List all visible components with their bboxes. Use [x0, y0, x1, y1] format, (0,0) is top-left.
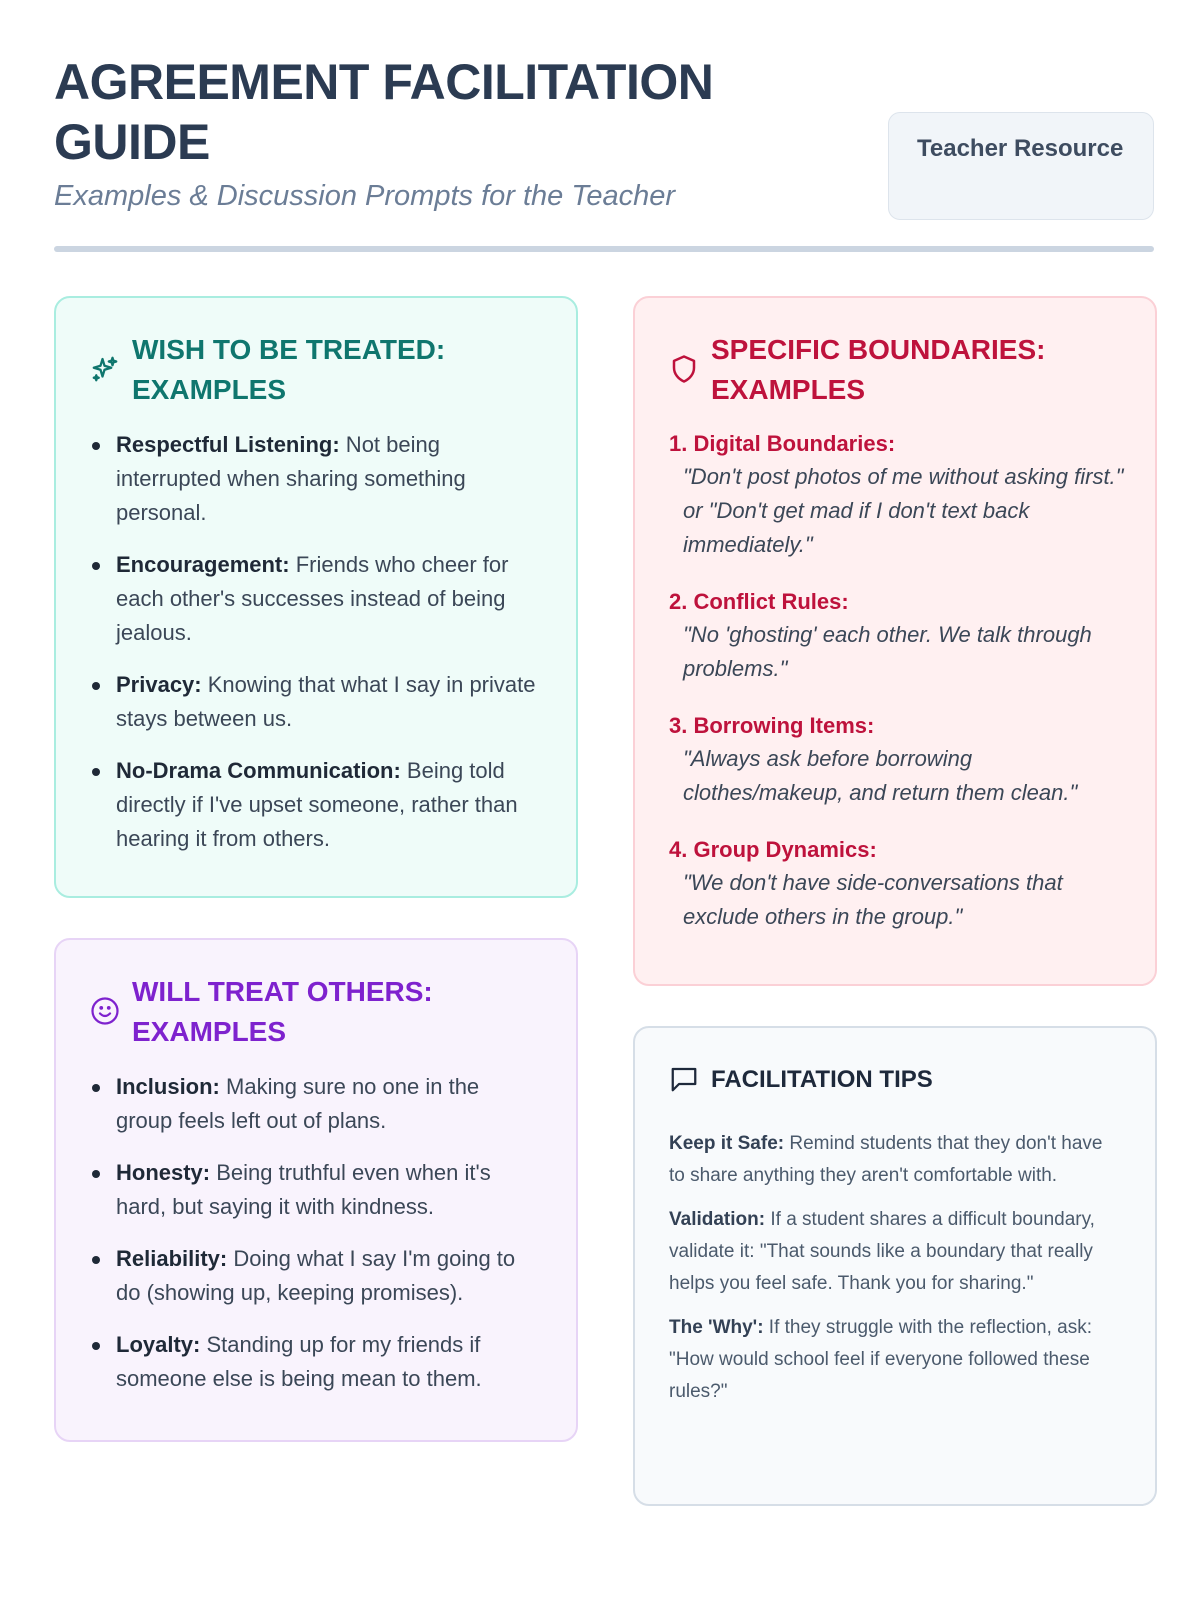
chat-bubble-icon: [669, 1064, 699, 1094]
boundary-item: [669, 428, 1129, 562]
tip-text: Remind students that they don't have to share anything they aren't comfortable with.: [669, 1133, 1103, 1186]
list-item: [90, 428, 540, 530]
list-item-term: Reliability:: [116, 1246, 228, 1271]
boundary-item: [669, 834, 1129, 934]
list-item: [90, 1070, 540, 1138]
will-card: [54, 938, 578, 1442]
list-item-text: Doing what I say I'm going to do (showing up, keeping promises).: [116, 1246, 516, 1305]
list-item: [90, 1328, 540, 1396]
list-item-term: Privacy:: [116, 672, 202, 697]
boundary-item: [669, 710, 1129, 810]
list-item: [90, 1156, 540, 1224]
wish-list: [90, 428, 540, 874]
resource-badge: Teacher Resource: [888, 112, 1154, 220]
tip-item: [669, 1312, 1123, 1408]
list-item-term: Inclusion:: [116, 1074, 220, 1099]
boundary-title: 4. Group Dynamics:: [669, 837, 877, 862]
sparkles-icon: [90, 354, 120, 384]
boundary-quote: "Don't post photos of me without asking first." or "Don't get mad if I don't text back immediately.": [683, 464, 1124, 557]
boundary-quote: "We don't have side-conversations that exclude others in the group.": [683, 870, 1063, 929]
list-item-text: Not being interrupted when sharing something personal.: [116, 432, 466, 525]
smiley-icon: [90, 996, 120, 1026]
list-item-text: Friends who cheer for each other's successes instead of being jealous.: [116, 552, 509, 645]
list-item-term: Honesty:: [116, 1160, 211, 1185]
tip-term: The 'Why':: [669, 1317, 764, 1338]
boundary-title: 2. Conflict Rules:: [669, 589, 849, 614]
list-item-text: Knowing that what I say in private stays between us.: [116, 672, 536, 731]
wish-card: [54, 296, 578, 898]
tips-card-heading: FACILITATION TIPS: [711, 1066, 933, 1093]
boundary-item: [669, 586, 1129, 686]
list-item-text: Standing up for my friends if someone else is being mean to them.: [116, 1332, 482, 1391]
list-item-term: No-Drama Communication:: [116, 758, 401, 783]
header-divider: [54, 246, 1154, 252]
tips-card: [633, 1026, 1157, 1506]
boundaries-list: [669, 428, 1129, 958]
tip-term: Keep it Safe:: [669, 1133, 785, 1154]
tip-text: If they struggle with the reflection, ask: "How would school feel if everyone followed these rules?": [669, 1317, 1092, 1402]
boundary-quote: "No 'ghosting' each other. We talk through problems.": [683, 622, 1092, 681]
tip-item: [669, 1204, 1123, 1300]
will-card-heading: WILL TREAT OTHERS: EXAMPLES: [132, 976, 433, 1047]
list-item-text: Being told directly if I've upset someone, rather than hearing it from others.: [116, 758, 518, 851]
list-item-text: Being truthful even when it's hard, but saying it with kindness.: [116, 1160, 491, 1219]
boundaries-card-heading: SPECIFIC BOUNDARIES: EXAMPLES: [711, 334, 1046, 405]
wish-card-heading: WISH TO BE TREATED: EXAMPLES: [132, 334, 446, 405]
tip-item: [669, 1128, 1123, 1192]
will-list: [90, 1070, 540, 1414]
page-title: AGREEMENT FACILITATION GUIDE: [54, 54, 714, 170]
page-header: [54, 52, 1154, 252]
list-item-text: Making sure no one in the group feels left out of plans.: [116, 1074, 480, 1133]
boundary-title: 1. Digital Boundaries:: [669, 431, 896, 456]
boundaries-card: [633, 296, 1157, 986]
list-item: [90, 548, 540, 650]
tip-term: Validation:: [669, 1209, 766, 1230]
list-item-term: Respectful Listening:: [116, 432, 340, 457]
boundary-quote: "Always ask before borrowing clothes/makeup, and return them clean.": [683, 746, 1078, 805]
list-item: [90, 1242, 540, 1310]
list-item: [90, 668, 540, 736]
boundary-title: 3. Borrowing Items:: [669, 713, 875, 738]
list-item: [90, 754, 540, 856]
page-subtitle: Examples & Discussion Prompts for the Teacher: [54, 180, 676, 212]
tip-text: If a student shares a difficult boundary, validate it: "That sounds like a boundary that really helps you feel safe. Thank you for sharing.": [669, 1209, 1095, 1294]
tips-list: [669, 1128, 1123, 1420]
list-item-term: Encouragement:: [116, 552, 290, 577]
list-item-term: Loyalty:: [116, 1332, 201, 1357]
shield-icon: [669, 354, 699, 384]
